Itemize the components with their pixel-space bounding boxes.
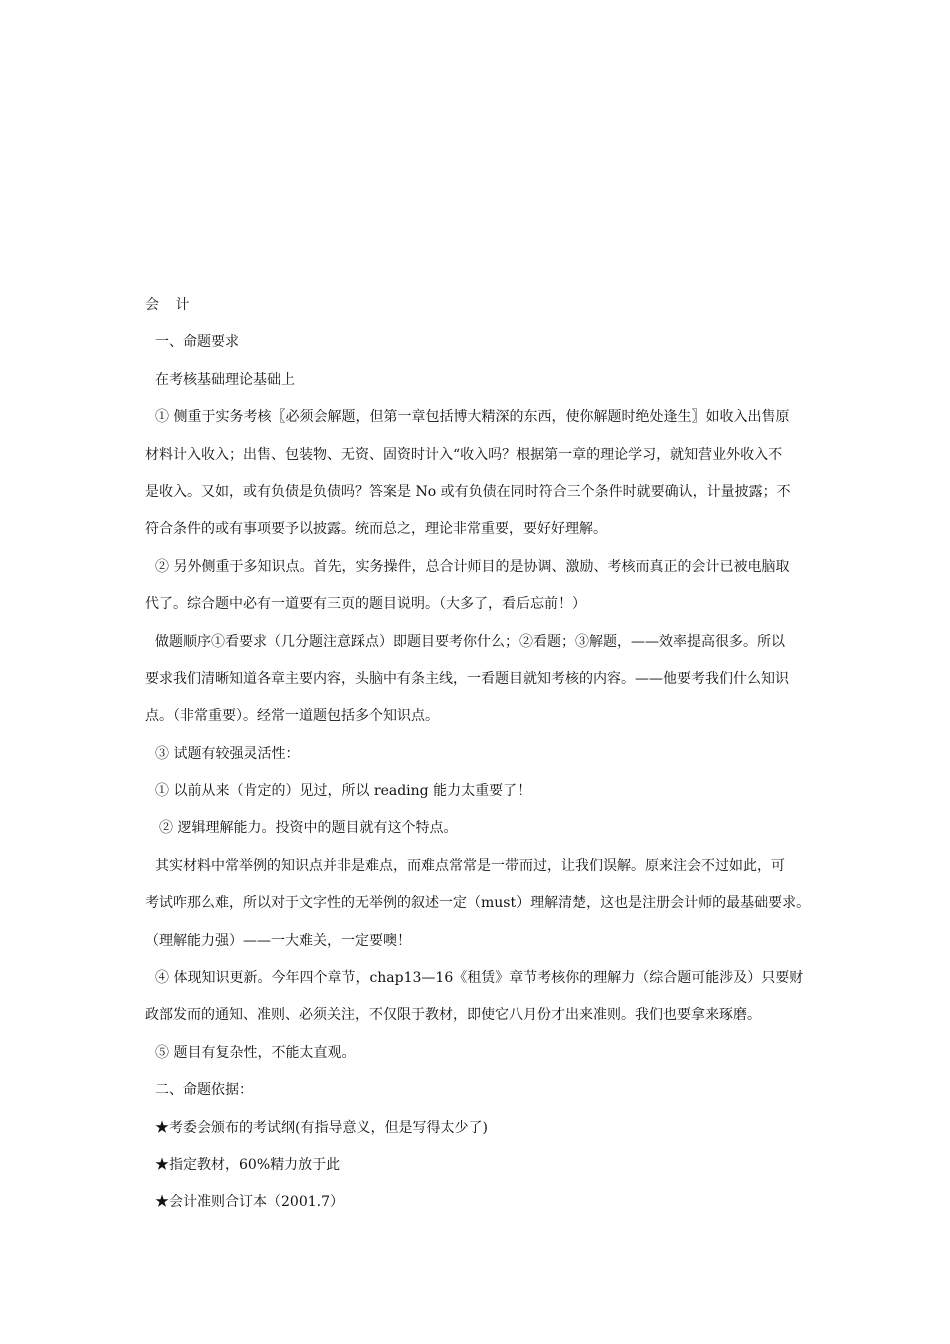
paragraph-line: 其实材料中常举例的知识点并非是难点，而难点常常是一带而过，让我们误解。原来注会不过如此，可 xyxy=(155,857,785,874)
list-item: ★考委会颁布的考试纲(有指导意义，但是写得太少了) xyxy=(155,1119,488,1136)
paragraph-line: ① 以前从来（肯定的）见过，所以 reading 能力太重要了！ xyxy=(155,783,532,800)
paragraph-line: （理解能力强）——一大难关，一定要噢！ xyxy=(145,932,411,949)
list-item: ★指定教材，60%精力放于此 xyxy=(155,1156,341,1173)
paragraph-line: 考试咋那么难，所以对于文字性的无举例的叙述一定（must）理解清楚，这也是注册会计师的最基础要求。 xyxy=(145,895,811,912)
paragraph-line: ② 另外侧重于多知识点。首先，实务操件，总合计师目的是协调、激励、考核而真正的会计已被电脑取 xyxy=(155,558,790,575)
list-item: ★会计准则合订本（2001.7） xyxy=(155,1194,344,1211)
section-heading-basis: 二、命题依据： xyxy=(155,1082,253,1099)
paragraph-line: 要求我们清晰知道各章主要内容，头脑中有条主线，一看题目就知考核的内容。——他要考我们什么知识 xyxy=(145,670,789,687)
paragraph-line: 是收入。又如，或有负债是负债吗？答案是 No 或有负债在同时符合三个条件时就要确认，计量披露；不 xyxy=(145,483,791,500)
paragraph-line: 符合条件的或有事项要予以披露。统而总之，理论非常重要，要好好理解。 xyxy=(145,521,607,538)
paragraph-line: 代了。综合题中必有一道要有三页的题目说明。（大多了，看后忘前！） xyxy=(145,596,586,613)
paragraph-line: ② 逻辑理解能力。投资中的题目就有这个特点。 xyxy=(159,820,458,837)
paragraph-line: 材料计入收入；出售、包装物、无资、固资时计入“收入吗？根据第一章的理论学习，就知营业外收入不 xyxy=(145,446,783,463)
paragraph-line: ① 侧重于实务考核〖必须会解题，但第一章包括博大精深的东西，使你解题时绝处逢生〗如收入出售原 xyxy=(155,409,790,426)
paragraph-line: 点。（非常重要）。经常一道题包括多个知识点。 xyxy=(145,708,439,725)
paragraph-line: 在考核基础理论基础上 xyxy=(155,371,295,388)
paragraph-line: 做题顺序①看要求（几分题注意踩点）即题目要考你什么；②看题；③解题，——效率提高很多。所以 xyxy=(155,633,785,650)
paragraph-line: 政部发而的通知、准则、必须关注，不仅限于教材，即使它八月份才出来准则。我们也要拿来琢磨。 xyxy=(145,1007,761,1024)
document-body xyxy=(145,287,815,1222)
paragraph-line: ⑤ 题目有复杂性，不能太直观。 xyxy=(155,1044,356,1061)
paragraph-line: ③ 试题有较强灵活性： xyxy=(155,745,300,762)
section-heading-requirements: 一、命题要求 xyxy=(155,334,239,351)
document-title: 会 计 xyxy=(145,297,196,313)
paragraph-line: ④ 体现知识更新。今年四个章节，chap13—16《租赁》章节考核你的理解力（综合题可能涉及）只要财 xyxy=(155,970,804,987)
